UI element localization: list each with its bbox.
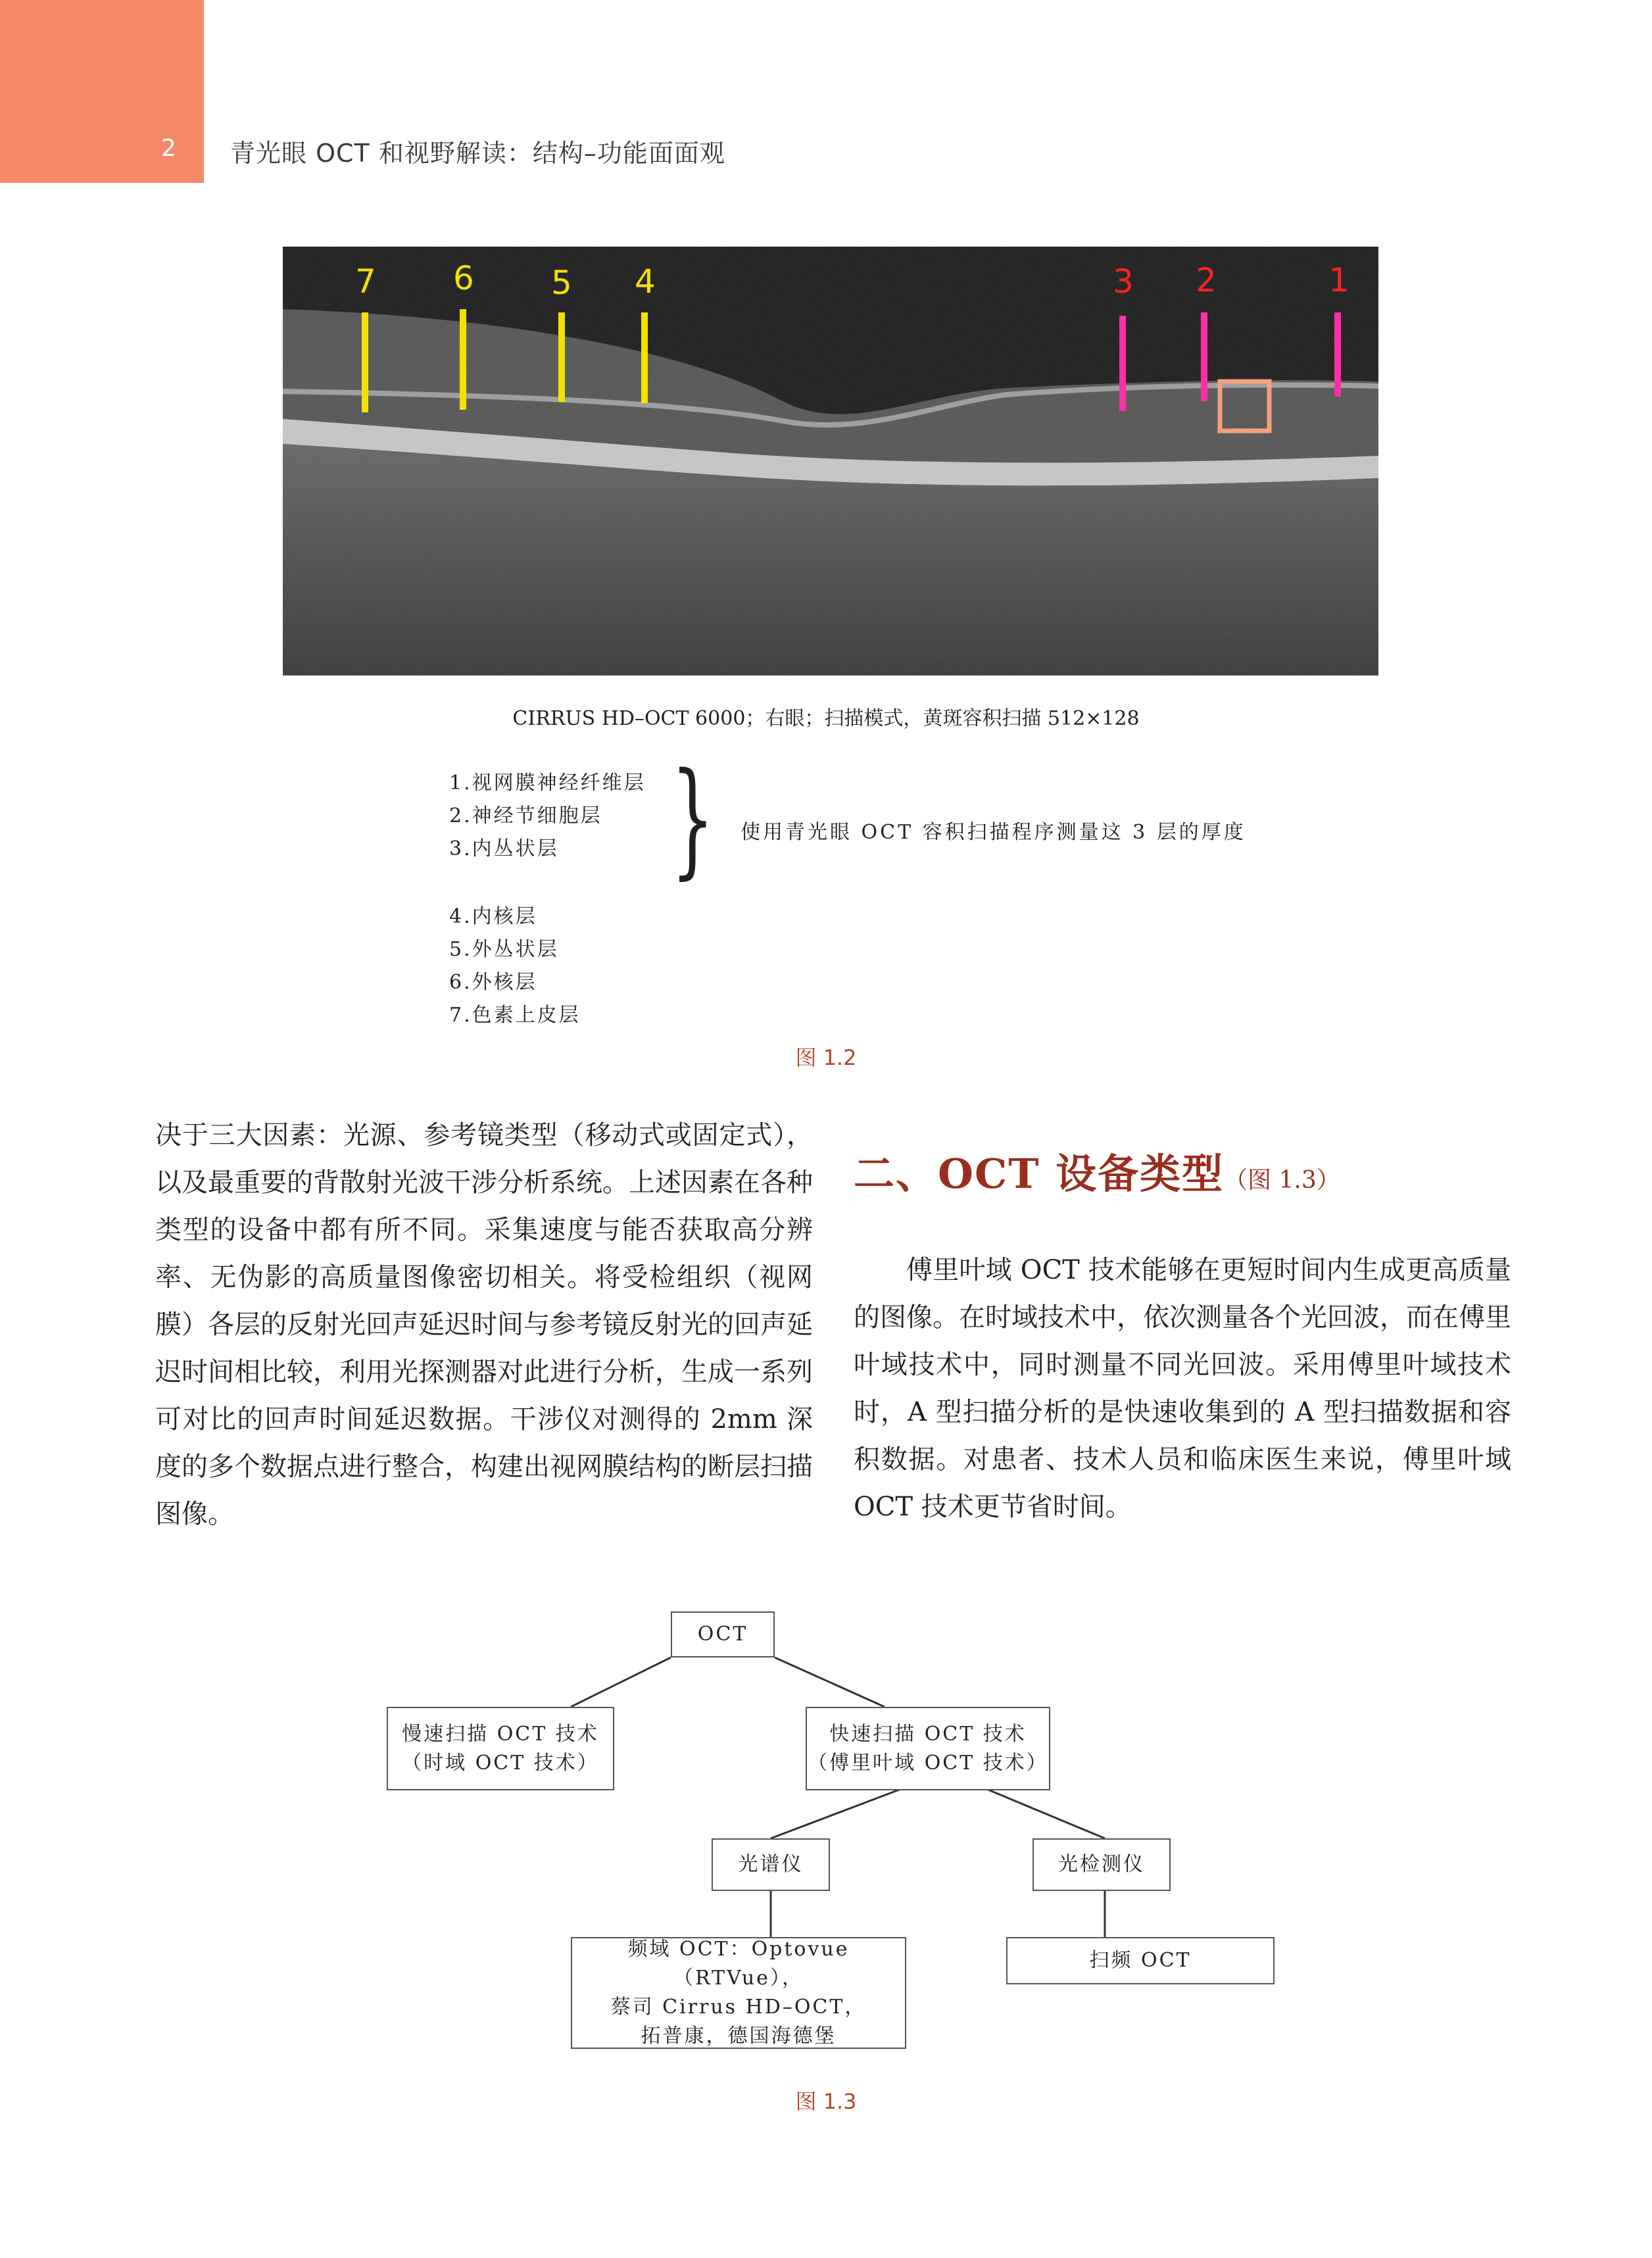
diagram-node-fast-line-2: （傅里叶域 OCT 技术） bbox=[808, 1751, 1048, 1775]
legend-item-3: 3.内丛状层 bbox=[449, 837, 559, 860]
oct-caption: CIRRUS HD–OCT 6000；右眼；扫描模式，黄斑容积扫描 512×128 bbox=[512, 707, 1140, 730]
diagram-node-slow-oct bbox=[387, 1707, 614, 1790]
diagram-node-photodetector bbox=[1032, 1838, 1171, 1891]
diagram-node-sd-oct bbox=[571, 1937, 906, 2049]
section-heading bbox=[854, 1141, 1340, 1200]
diagram-node-spectrometer-label: 光谱仪 bbox=[738, 1853, 804, 1876]
diagram-node-ss-label: 扫频 OCT bbox=[1089, 1949, 1192, 1972]
marker-label-6: 6 bbox=[453, 259, 474, 297]
diagram-node-fast-line-1: 快速扫描 OCT 技术 bbox=[829, 1722, 1027, 1746]
left-paragraph: 决于三大因素：光源、参考镜类型（移动式或固定式），以及最重要的背散射光波干涉分析系统。上述因素在各种类型的设备中都有所不同。采集速度与能否获取高分辨率、无伪影的高质量图像密切相关。将受检组织（视网膜）各层的反射光回声延迟时间与参考镜反射光的回声延迟时间相比较，利用光探测器对此进行分析，生成一系列可对比的回声时间延迟数据。干涉仪对测得的 2mm 深度的多个数据点进行整合，构建出视网膜结构的断层扫描图像。 bbox=[155, 1120, 813, 1529]
marker-label-1: 1 bbox=[1328, 261, 1349, 299]
section-heading-title: 二、OCT 设备类型 bbox=[854, 1150, 1225, 1198]
diagram-node-sd-line-1: 频域 OCT：Optovue（RTVue）， bbox=[627, 1938, 850, 1990]
diagram-node-slow-line-1: 慢速扫描 OCT 技术 bbox=[402, 1722, 599, 1746]
marker-label-7: 7 bbox=[355, 262, 376, 301]
legend-item-1: 1.视网膜神经纤维层 bbox=[449, 772, 646, 795]
page-number: 2 bbox=[161, 135, 176, 162]
diagram-node-ss-oct bbox=[1006, 1937, 1275, 1984]
right-paragraph: 傅里叶域 OCT 技术能够在更短时间内生成更高质量的图像。在时域技术中，依次测量各个光回波，而在傅里叶域技术中，同时测量不同光回波。采用傅里叶域技术时，A 型扫描分析的是快速收集到的 A 型扫描数据和容积数据。对患者、技术人员和临床医生来说，傅里叶域 OCT 技术更节省时间。 bbox=[854, 1255, 1511, 1522]
diagram-node-photodetector-label: 光检测仪 bbox=[1058, 1853, 1145, 1876]
oct-classification-diagram bbox=[0, 1579, 1652, 2105]
section-heading-ref: （图 1.3） bbox=[1224, 1167, 1340, 1194]
diagram-node-oct bbox=[671, 1611, 775, 1657]
marker-label-3: 3 bbox=[1113, 262, 1134, 301]
running-title: 青光眼 OCT 和视野解读：结构–功能面面观 bbox=[230, 139, 725, 168]
diagram-node-fast-oct bbox=[806, 1707, 1050, 1790]
diagram-node-oct-label: OCT bbox=[697, 1623, 748, 1646]
oct-scan-image bbox=[283, 247, 1378, 675]
diagram-node-sd-line-2: 蔡司 Cirrus HD–OCT， bbox=[610, 1996, 867, 2019]
figure-1-3-label: 图 1.3 bbox=[795, 2089, 857, 2114]
diagram-node-sd-line-3: 拓普康，德国海德堡 bbox=[641, 2025, 837, 2048]
legend-item-4: 4.内核层 bbox=[449, 905, 537, 928]
legend-item-5: 5.外丛状层 bbox=[449, 938, 559, 961]
marker-label-4: 4 bbox=[635, 262, 656, 301]
legend-item-2: 2.神经节细胞层 bbox=[449, 804, 602, 827]
left-column bbox=[155, 1112, 813, 1538]
marker-label-5: 5 bbox=[551, 264, 572, 302]
right-column bbox=[854, 1246, 1511, 1531]
legend-brace: } bbox=[671, 746, 715, 891]
marker-label-2: 2 bbox=[1196, 261, 1217, 299]
figure-1-2-label: 图 1.2 bbox=[795, 1045, 857, 1070]
legend-item-6: 6.外核层 bbox=[449, 971, 537, 994]
legend-brace-note: 使用青光眼 OCT 容积扫描程序测量这 3 层的厚度 bbox=[741, 821, 1246, 844]
diagram-node-slow-line-2: （时域 OCT 技术） bbox=[402, 1751, 599, 1775]
oct-scan-svg bbox=[283, 247, 1378, 675]
legend-item-7: 7.色素上皮层 bbox=[449, 1004, 581, 1027]
diagram-node-spectrometer bbox=[712, 1838, 830, 1891]
